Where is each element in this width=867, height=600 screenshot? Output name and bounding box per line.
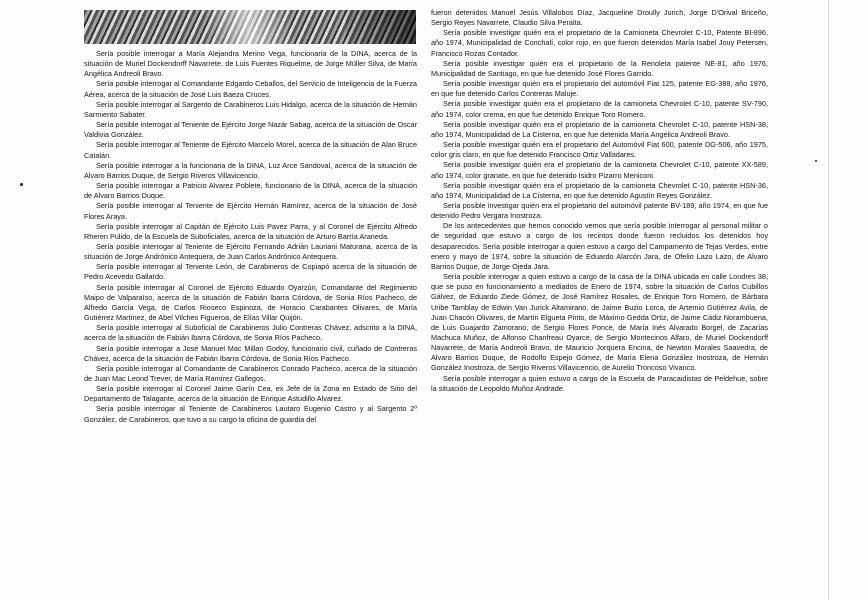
- paragraph: Sería posible interrogar a María Alejandra Merino Vega, funcionaria de la DINA, acerca de la situación de Muriel Dockendorff Navarrete, de Luis Fuentes Riquelme, de Jorge Müller Silva, de María Angélica Andreoli Bravo.: [84, 49, 417, 79]
- paragraph: Sería posible investigar quién era el propietario del automóvil patente BV-189, año 1974, en que fue detenido Pedro Vergara Inostroza.: [431, 200, 768, 221]
- paragraph: Sería posible investigar quién era el propietario de la Renoleta patente NE-81, año 1976, Municipalidad de Santiago, en que fue detenido José Flores Garrido.: [431, 58, 768, 78]
- paragraph: Sería posible interrogar al Comandante de Carabineros Conrado Pacheco, acerca de la situación de Juan Mac Leond Trever, de María Ramírez Gallegos.: [84, 363, 417, 383]
- paragraph: Sería posible investigar quién era el propietario del automóvil Fiat 125, patente EG-388, año 1976, en que fue detenido Carlos Contreras Maluje.: [431, 79, 768, 99]
- paragraph: Sería posible interrogar al Coronel de Ejército Eduardo Oyarzún, Comandante del Regimiento Maipo de Valparaíso, acerca de la situación de Fabián Ibarra Córdova, de Sonia Ríos Pacheco, de Alfredo García Vega, de Carlos Rioseco Espinoza, de Horacio Carabantes Olivares, de María Gutiérrez Martínez, de Abel Vilches Figueroa, de Elías Villar Quijón.: [84, 282, 417, 323]
- paragraph: Sería posible investigar quién era el propietario de la camioneta Chevrolet C-10, patente XX-589, año 1974, color granate, en que fue detenido Isidro Pizarro Meniconi.: [431, 160, 768, 180]
- paragraph: Sería posible interrogar al Teniente León, de Carabineros de Copiapó acerca de la situación de Pedro Acevedo Gallardo.: [84, 262, 417, 282]
- paragraph: Sería posible interrogar a Patricio Alvarez Poblete, funcionario de la DINA, acerca de la situación de Alvaro Barrios Duque.: [84, 181, 417, 201]
- left-column: [84, 49, 417, 425]
- paragraph: Sería posible interrogar al Teniente de Ejército Jorge Nazár Sabag, acerca de la situación de Oscar Valdivia González.: [84, 120, 417, 140]
- paragraph: Sería posible interrogar al Comandante Edgardo Ceballos, del Servicio de Inteligencia de la Fuerza Aérea, acerca de la situación de José Luis Baeza Cruces.: [84, 79, 417, 99]
- paragraph: Sería posible investigar quién era el propietario del Automóvil Fiat 600, patente DG-506, año 1975, color gris claro, en que fue detenido Francisco Ortiz Valladares.: [431, 140, 768, 160]
- paragraph: Sería posible interrogar al Teniente de Ejército Marcelo Morel, acerca de la situación de Alan Bruce Catalán.: [84, 140, 417, 160]
- paragraph: Sería posible interrogar al Capitán de Ejército Luis Pavez Parra, y al Coronel de Ejército Alfredo Rheren Pulido, de la Escuela de Suboficiales, acerca de la situación de Arturo Barría Araneda.: [84, 221, 417, 241]
- paragraph: Sería posible interrogar al Teniente de Carabineros Lautaro Eugenio Castro y al Sargento 2º González, de Carabineros, que tuvo a su cargo la oficina de guardia del: [84, 404, 417, 424]
- paragraph: Sería posible interrogar al Sargento de Carabineros Luis Hidalgo, acerca de la situación de Hernán Sarmiento Sabater.: [84, 99, 417, 119]
- continued-paragraph: fueron detenidos Manuel Jesús Villalobos Díaz, Jacqueline Droully Jurich, Jorge D'Orival Briceño, Sergio Reyes Navarrete, Claudio Silva Peralta.: [431, 8, 768, 28]
- paragraph: De los antecedentes que hemos conocido vemos que sería posible interrogar al personal militar o de seguridad que estuvo a cargo de los recintos donde fueron recluidos los detenidos hoy desaparecidos. Sería posible interrogar a quien estuvo a cargo del Campamento de Tejas Verdes, entre enero y mayo de 1974, sobre la situación de Eduardo Alarcón Jara, de Ofelio Lazo Lazo, de Alvaro Barrios Duque, de Jorge Ojeda Jara.: [431, 221, 768, 271]
- paragraph: Sería posible investigar quién era el propietario de la camioneta Chevrolet C-10, patente HSN-36, año 1974, Municipalidad de La Cisterna, en que fue detenido Agustín Reyes González.: [431, 180, 768, 200]
- paragraph: Sería posible interrogar al Suboficial de Carabineros Julio Contreras Chávez, adscrito a la DINA, acerca de la situación de Fabián Ibarra Córdova, de Sonia Ríos Pacheco.: [84, 323, 417, 343]
- scan-speck: [20, 183, 23, 186]
- paragraph: Sería posible interrogar al Teniente de Ejército Hernán Ramírez, acerca de la situación de José Flores Araya.: [84, 201, 417, 221]
- paragraph: Sería posible interrogar a José Manuel Mac Millan Godoy, funcionario civil, cuñado de Contreras Chávez, acerca de la situación de Fabián Ibarra Córdova, de Sonia Ríos Pacheco.: [84, 343, 417, 363]
- scan-speck: [815, 160, 817, 162]
- photo-fragment: [84, 10, 416, 44]
- right-column: [431, 8, 768, 394]
- paragraph: Sería posible interrogar a la funcionaria de la DINA, Luz Arce Sandoval, acerca de la situación de Alvaro Barrios Duque, de Sergio Riveros Villavicencio.: [84, 160, 417, 180]
- paragraph: Sería posible interrogar a quien estuvo a cargo de la Escuela de Paracaidistas de Peldehue, sobre la situación de Leopoldo Muñoz Andrade.: [431, 373, 768, 393]
- paragraph: Sería posible interrogar a quien estuvo a cargo de la casa de la DINA ubicada en calle Londres 38, que se puso en funcionamiento a mediados de Enero de 1974, sobre la situación de Carlos Cubillos Gálvez, de Eduardo Ziede Gómez, de José Ramírez Rosales, de Enrique Toro Romero, de Bárbara Uribe Tamblay de Edwin Van Jurick Altamirano, de Jaime Buzio Lorca, de Artemio Gutiérrez Avila, de Juan Chacón Olivares, de Martín Elgueta Pinto, de Máximo Gedda Ortiz, de Jaime Cádiz Norambuena, de Luis Guajardo Zamorano, de Sergio Flores Ponce, de María Inés Alvarado Borgel, de Zacarías Machuca Muñoz, de Alfonso Chanfreau Oyarce, de Sergio Montecinos Alfaro, de Muriel Dockendorff Navarrete, de María Andreoli Bravo, de Mauricio Jorquera Encina, de Newton Morales Saavedra, de Alvaro Barrios Duque, de Rodolfo Espejo Gómez, de María Elena González Inostroza, de Hernán González Inostroza, de Sergio Riveros Villavicencio, de Aurelio Troncoso Vivanco.: [431, 272, 768, 373]
- paragraph: Sería posible interrogar al Coronel Jaime Garín Cea, ex Jefe de la Zona en Estado de Sitio del Departamento de Talagante, acerca de la situación de Enrique Astudillo Alvarez.: [84, 384, 417, 404]
- page-edge: [828, 0, 829, 600]
- paragraph: Sería posible investigar quién era el propietario de la Camioneta Chevrolet C-10, Patente BI-896, año 1974, Municipalidad de Conchalí, color rojo, en que fueron detenidos María Isabel Jouy Petersen, Francisco Rozas Contador.: [431, 28, 768, 58]
- paragraph: Sería posible investigar quién era el propietario de la camioneta Chevrolet C-10, patente HSN-38, año 1974, Municipalidad de La Cisterna, en que fue detenida María Angélica Andreoli Bravo.: [431, 119, 768, 139]
- paragraph: Sería posible interrogar al Teniente de Ejército Fernando Adrián Lauriani Maturana, acerca de la situación de Jorge Andrónico Antequera, de Juan Carlos Andrónico Antequera.: [84, 241, 417, 262]
- paragraph: Sería posible investigar quién era el propietario de la camioneta Chevrolet C-10, patente SV-790, año 1974, color crema, en que fue detenido Enrique Toro Romero.: [431, 99, 768, 119]
